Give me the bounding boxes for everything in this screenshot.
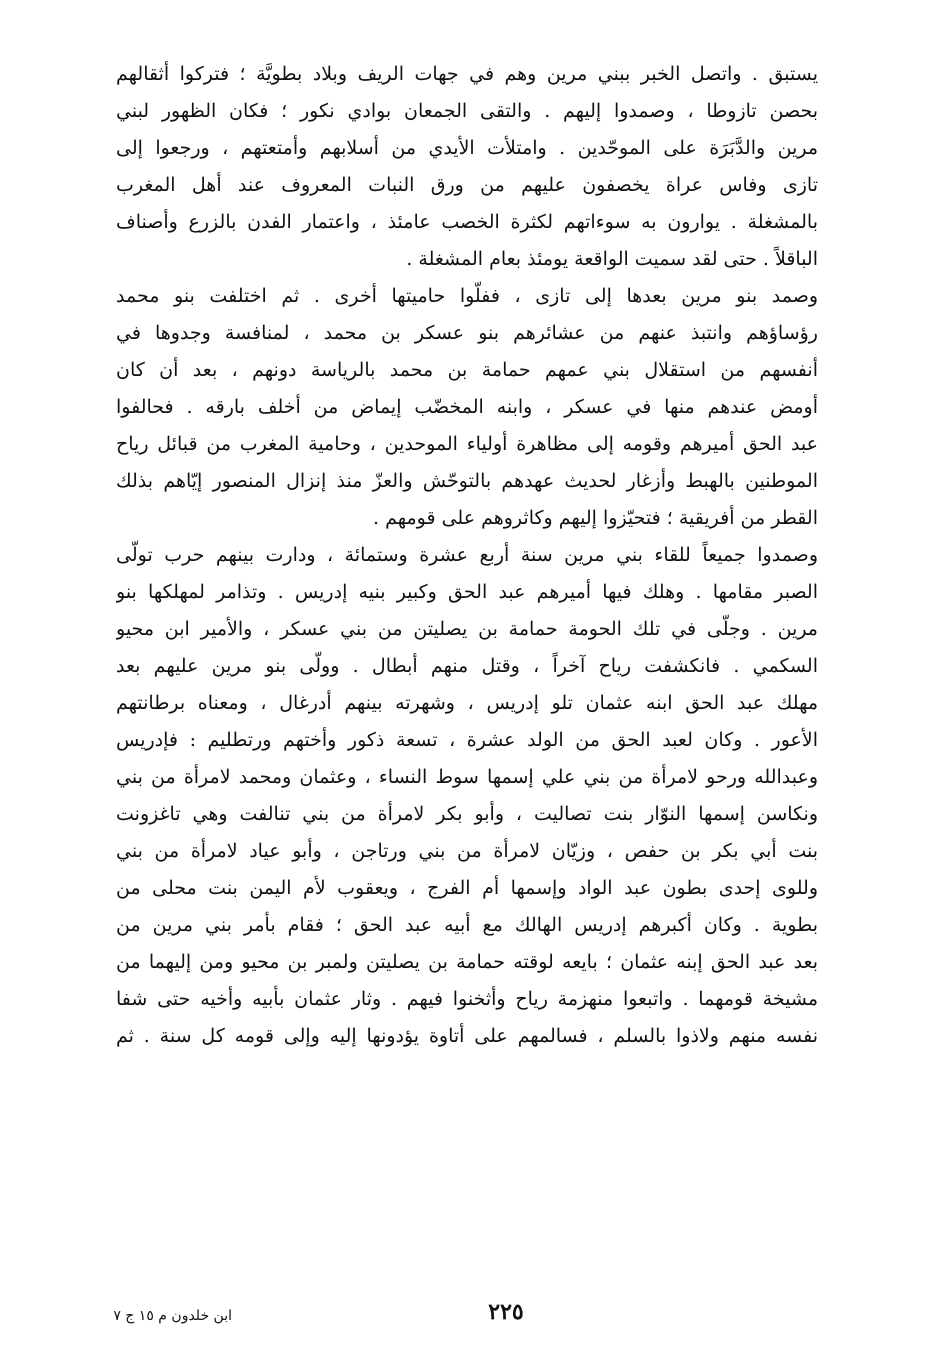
- text-line: مرين والدَّبَرَة على الموحّدين . وامتلأت الأيدي من أسلابهم وأمتعتهم ، ورجعوا إلى: [116, 137, 818, 159]
- text-line: مرين . وجلّى في تلك الحومة حمامة بن يصليتن من بني عسكر ، والأمير ابن محيو: [116, 618, 818, 640]
- text-line: الموطنين بالهبط وأزغار لحديث عهدهم بالتوحّش والعزّ منذ إنزال المنصور إيّاهم بذلك: [116, 470, 818, 492]
- text-line: يستبق . واتصل الخبر ببني مرين وهم في جهات الريف وبلاد بطويَّة ؛ فتركوا أثقالهم: [116, 63, 818, 85]
- text-line: وللوى إحدى بطون عبد الواد وإسمها أم الفرج ، ويعقوب لأم اليمن بنت محلى من: [116, 877, 818, 899]
- page-number: ٢٢٥: [488, 1299, 524, 1325]
- text-line: نفسه منهم ولاذوا بالسلم ، فسالمهم على أتاوة يؤدونها إليه وإلى قومه كل سنة . ثم: [116, 1025, 818, 1047]
- paragraph-3: [116, 537, 818, 1055]
- text-line: السكمي . فانكشفت رياح آخراً ، وقتل منهم أبطال . وولّى بنو مرين عليهم بعد: [116, 655, 818, 677]
- running-footer: ابن خلدون م ١٥ ج ٧: [113, 1308, 232, 1324]
- text-line: رؤساؤهم وانتبذ عنهم من عشائرهم بنو عسكر بن محمد ، لمنافسة وجدوها في: [116, 322, 818, 344]
- text-line: بطوية . وكان أكبرهم إدريس الهالك مع أبيه عبد الحق ؛ فقام بأمر بني مرين من: [116, 914, 818, 936]
- paragraph-1: [116, 56, 818, 278]
- text-line: أنفسهم من استقلال بني عمهم حمامة بن محمد بالرياسة دونهم ، بعد أن كان: [116, 359, 818, 381]
- text-line: بحصن تازوطا ، وصمدوا إليهم . والتقى الجمعان بوادي نكور ؛ فكان الظهور لبني: [116, 100, 818, 122]
- text-line: بالمشغلة . يوارون به سوءاتهم لكثرة الخصب عامئذ ، واعتمار الفدن بالزرع وأصناف: [116, 211, 818, 233]
- page-body: [116, 56, 818, 1055]
- text-line: تازى وفاس عراة يخصفون عليهم من ورق النبات المعروف عند أهل المغرب: [116, 174, 818, 196]
- text-line: ونكاسن إسمها النوّار بنت تصاليت ، وأبو بكر لامرأة من بني تنالفت وهي تاغزونت: [116, 803, 818, 825]
- text-line: الأعور . وكان لعبد الحق من الولد عشرة ، تسعة ذكور وأختهم ورتطليم : فإدريس: [116, 729, 818, 751]
- text-line: وصمدوا جميعاً للقاء بني مرين سنة أربع عشرة وستمائة ، ودارت بينهم حرب تولّى: [116, 544, 818, 566]
- text-line: عبد الحق أميرهم وقومه إلى مظاهرة أولياء الموحدين ، وحامية المغرب من قبائل رياح: [116, 433, 818, 455]
- paragraph-2: [116, 278, 818, 537]
- text-line: الباقلاً . حتى لقد سميت الواقعة يومئذ بعام المشغلة .: [406, 248, 818, 270]
- text-line: القطر من أفريقية ؛ فتحيّزوا إليهم وكاثروهم على قومهم .: [372, 507, 818, 529]
- text-line: أومض عندهم منها في عسكر ، وابنه المخضّب إيماض من أخلف بارقه . فحالفوا: [116, 396, 818, 418]
- text-line: مشيخة قومهما . واتبعوا منهزمة رياح وأثخنوا فيهم . وثار عثمان بأبيه وأخيه حتى شفا: [116, 988, 818, 1010]
- text-line: بنت أبي بكر بن حفص ، وزيّان لامرأة من بني ورتاجن ، وأبو عياد لامرأة من بني: [116, 840, 818, 862]
- text-line: مهلك عبد الحق ابنه عثمان تلو إدريس ، وشهرته بينهم أدرغال ، ومعناه برطانتهم: [116, 692, 818, 714]
- text-line: وعبدالله ورحو لامرأة من بني علي إسمها سوط النساء ، وعثمان ومحمد لامرأة من بني: [116, 766, 818, 788]
- page-footer: [113, 1297, 818, 1337]
- text-line: وصمد بنو مرين بعدها إلى تازى ، ففلّوا حاميتها أخرى . ثم اختلفت بنو محمد: [116, 285, 818, 307]
- text-line: الصبر مقامها . وهلك فيها أميرهم عبد الحق وكبير بنيه إدريس . وتذامر لمهلكها بنو: [116, 581, 818, 603]
- text-line: بعد عبد الحق إبنه عثمان ؛ بايعه لوقته حمامة بن يصليتن ولمبر بن محيو ومن إليهما من: [116, 951, 818, 973]
